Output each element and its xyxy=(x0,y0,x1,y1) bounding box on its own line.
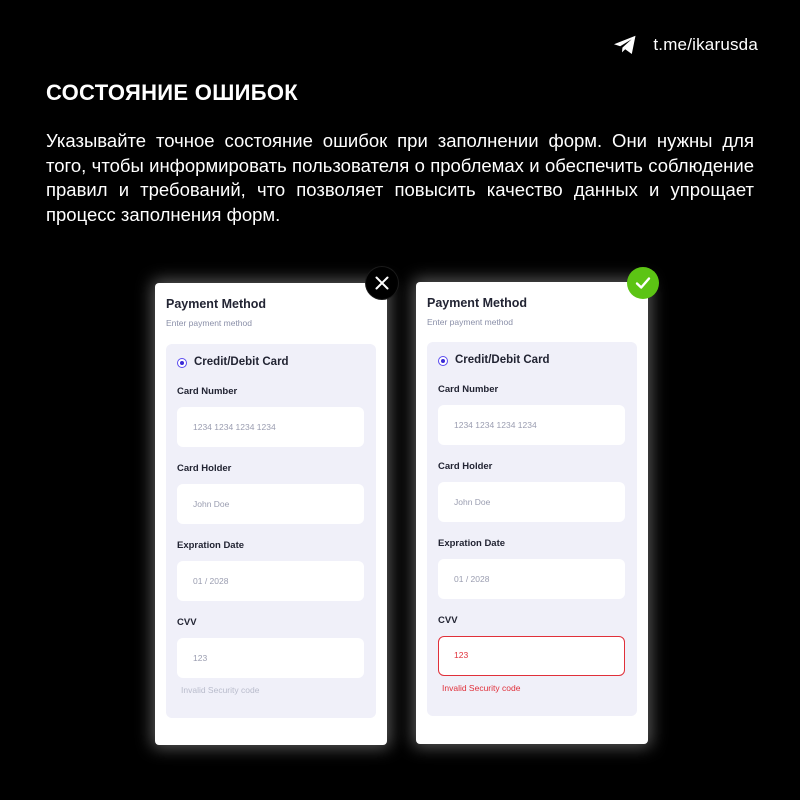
expiration-input[interactable]: 01 / 2028 xyxy=(438,559,625,599)
cvv-input-error[interactable]: 123 xyxy=(438,636,625,676)
card-subtitle: Enter payment method xyxy=(166,318,252,328)
telegram-icon xyxy=(613,35,637,55)
method-label: Credit/Debit Card xyxy=(455,354,550,366)
card-subtitle: Enter payment method xyxy=(427,317,513,327)
card-number-label: Card Number xyxy=(177,386,238,397)
card-number-input[interactable]: 1234 1234 1234 1234 xyxy=(177,407,364,447)
method-radio[interactable] xyxy=(177,358,187,368)
card-holder-label: Card Holder xyxy=(177,463,232,474)
card-holder-input[interactable]: John Doe xyxy=(177,484,364,524)
cvv-label: CVV xyxy=(177,617,197,628)
page-description: Указывайте точное состояние ошибок при заполнении форм. Они нужны для того, чтобы информировать пользователя о проблемах и обеспечить соблюдение правил и требований, что позволяет повысить качество данных и упрощает процесс заполнения форм. xyxy=(46,130,754,225)
card-holder-input[interactable]: John Doe xyxy=(438,482,625,522)
close-icon xyxy=(375,276,389,290)
expiration-label: Expration Date xyxy=(438,538,506,549)
cvv-hint: Invalid Security code xyxy=(181,685,260,695)
payment-form-bad-example xyxy=(155,283,387,745)
expiration-label: Expration Date xyxy=(177,540,245,551)
page-title: СОСТОЯНИЕ ОШИБОК xyxy=(46,80,298,105)
card-number-input[interactable]: 1234 1234 1234 1234 xyxy=(438,405,625,445)
card-title: Payment Method xyxy=(166,297,267,311)
card-number-label: Card Number xyxy=(438,384,499,395)
method-radio[interactable] xyxy=(438,356,448,366)
brand-link[interactable] xyxy=(613,35,758,55)
cvv-label: CVV xyxy=(438,615,458,626)
cvv-input[interactable]: 123 xyxy=(177,638,364,678)
check-icon xyxy=(635,276,651,290)
cvv-error-message: Invalid Security code xyxy=(442,683,521,693)
card-title: Payment Method xyxy=(427,296,528,310)
card-holder-label: Card Holder xyxy=(438,461,493,472)
card-method-panel xyxy=(166,344,376,718)
payment-form-good-example xyxy=(416,282,648,744)
method-label: Credit/Debit Card xyxy=(194,356,289,368)
expiration-input[interactable]: 01 / 2028 xyxy=(177,561,364,601)
bad-example-badge xyxy=(366,267,398,299)
brand-text: t.me/ikarusda xyxy=(653,35,758,54)
good-example-badge xyxy=(627,267,659,299)
card-method-panel xyxy=(427,342,637,716)
